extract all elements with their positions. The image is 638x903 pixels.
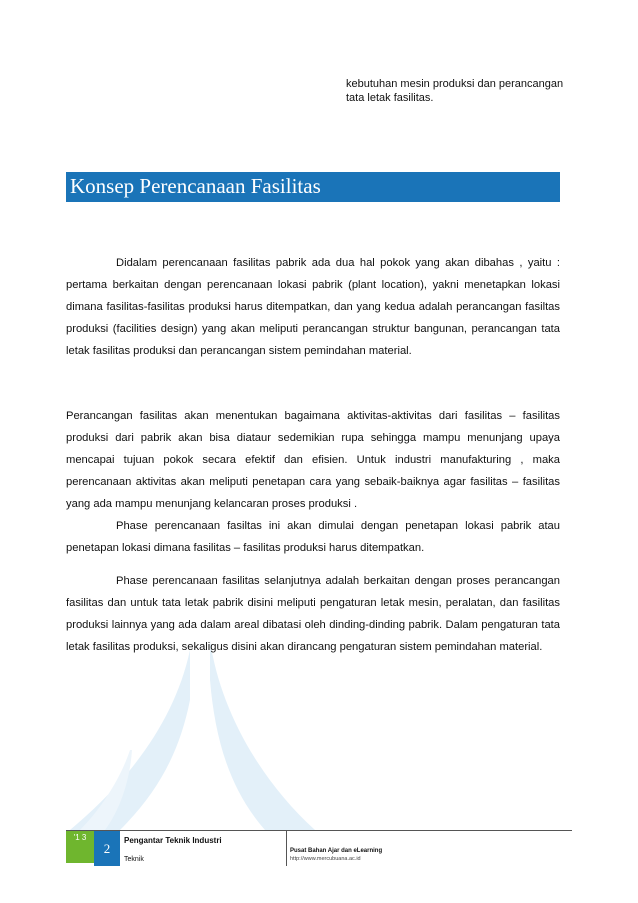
top-note-line-2: tata letak fasilitas. [346,92,434,104]
paragraph-3: Phase perencanaan fasiltas ini akan dimulai dengan penetapan lokasi pabrik atau penetapan lokasi dimana fasilitas – fasilitas produksi harus ditempatkan. [66,520,560,554]
footer-course-title: Pengantar Teknik Industri [124,836,222,845]
section-title: Konsep Perencanaan Fasilitas [70,174,321,198]
footer-url: http://www.mercubuana.ac.id [290,856,361,862]
footer-rule [66,830,572,831]
section-banner [66,172,560,202]
footer-divider [286,831,287,866]
paragraph-1: Didalam perencanaan fasilitas pabrik ada dua hal pokok yang akan dibahas , yaitu : pertama berkaitan dengan perencanaan lokasi pabrik (plant location), yakni menetapkan lokasi dimana fasilitas-fasilitas produksi harus ditempatkan, dan yang kedua adalah perancangan fasiltas produksi (facilities design) yang akan meliputi perancangan struktur bangunan, perancangan tata letak fasilitas produksi dan perancangan sistem pemindahan material. [66,257,560,357]
top-note-text [346,77,606,105]
page-number: 2 [94,831,120,866]
paragraph-4: Phase perencanaan fasilitas selanjutnya adalah berkaitan dengan proses perancangan fasilitas dan untuk tata letak pabrik disini meliputi pengaturan letak mesin, peralatan, dan fasilitas produksi lainnya yang ada dalam areal dibatasi oleh dinding-dinding pabrik. Dalam pengaturan tata letak fasilitas produksi, sekaligus disini akan dirancang pengaturan sistem pemindahan material. [66,575,560,653]
top-note-line-1: kebutuhan mesin produksi dan perancangan [346,78,564,90]
footer-side-marker: '1 3 [66,831,94,863]
watermark-graphic [60,640,320,840]
footer-faculty: Teknik [124,856,144,863]
footer-center-name: Pusat Bahan Ajar dan eLearning [290,848,383,854]
paragraph-2: Perancangan fasilitas akan menentukan bagaimana aktivitas-aktivitas dari fasilitas – fasilitas produksi dari pabrik akan bisa diataur sedemikian rupa sehingga mampu menunjang upaya mencapai tujuan pokok secara efektif dan efisien. Untuk industri manufakturing , maka perencanaan aktivitas akan meliputi penetapan cara yang sebaik-baiknya agar fasilitas – fasilitas yang ada mampu menunjang kelancaran proses produksi . [66,410,560,510]
